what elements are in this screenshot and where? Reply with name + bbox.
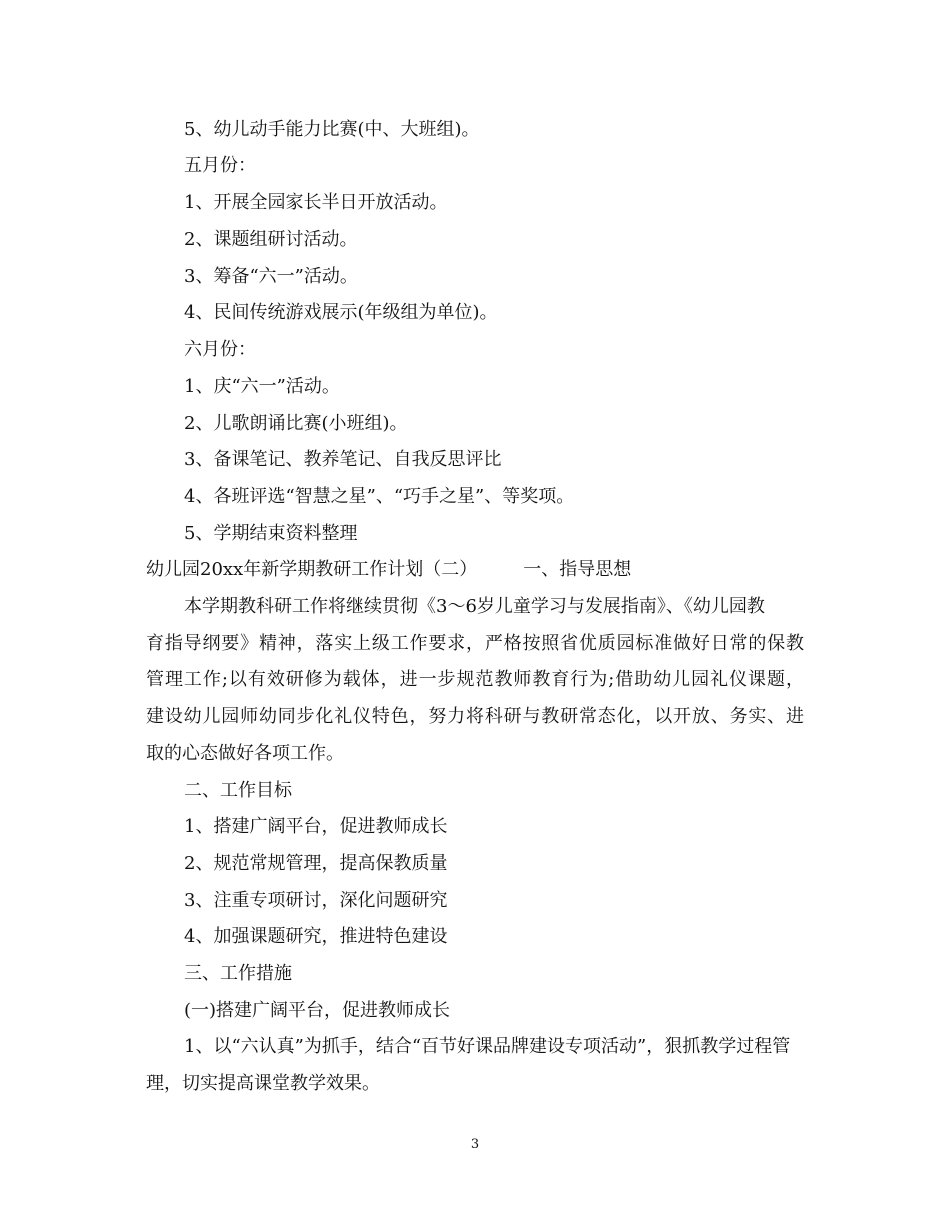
text-line: 4、加强课题研究，推进特色建设 bbox=[184, 926, 448, 947]
paragraph-line: 管理工作;以有效研修为载体，进一步规范教师教育行为;借助幼儿园礼仪课题， bbox=[146, 669, 804, 690]
section-heading: 二、工作目标 bbox=[184, 780, 292, 801]
text-line: 4、民间传统游戏展示(年级组为单位)。 bbox=[184, 302, 498, 323]
text-line: 六月份： bbox=[184, 339, 256, 360]
text-line: 1、搭建广阔平台，促进教师成长 bbox=[184, 816, 448, 837]
text-line: 3、注重专项研讨，深化问题研究 bbox=[184, 890, 448, 911]
text-line: 3、筹备“六一”活动。 bbox=[184, 266, 358, 287]
section-heading: 三、工作措施 bbox=[184, 963, 292, 984]
paragraph-line: 建设幼儿园师幼同步化礼仪特色，努力将科研与教研常态化，以开放、务实、进 bbox=[146, 706, 804, 727]
text-line: 5、幼儿动手能力比赛(中、大班组)。 bbox=[184, 119, 480, 140]
text-line: 4、各班评选“智慧之星”、“巧手之星”、等奖项。 bbox=[184, 486, 575, 507]
text-line: 2、儿歌朗诵比赛(小班组)。 bbox=[184, 413, 408, 434]
text-line: 五月份： bbox=[184, 155, 256, 176]
paragraph-line: 1、以“六认真”为抓手，结合“百节好课品牌建设专项活动”，狠抓教学过程管 bbox=[184, 1036, 791, 1057]
text-line: 1、开展全园家长半日开放活动。 bbox=[184, 192, 448, 213]
text-line: 5、学期结束资料整理 bbox=[184, 523, 358, 544]
paragraph-line: 本学期教科研工作将继续贯彻《3～6岁儿童学习与发展指南》、《幼儿园教 bbox=[184, 596, 765, 617]
paragraph-line: 育指导纲要》精神，落实上级工作要求，严格按照省优质园标准做好日常的保教 bbox=[146, 633, 804, 654]
text-line: (一)搭建广阔平台，促进教师成长 bbox=[184, 1000, 451, 1021]
text-line: 1、庆“六一”活动。 bbox=[184, 376, 340, 397]
document-title: 幼儿园20xx年新学期教研工作计划（二） bbox=[146, 559, 478, 580]
page-number: 3 bbox=[470, 1137, 480, 1152]
paragraph-line: 取的心态做好各项工作。 bbox=[146, 743, 344, 764]
text-line: 3、备课笔记、教养笔记、自我反思评比 bbox=[184, 449, 502, 470]
paragraph-line: 理，切实提高课堂教学效果。 bbox=[146, 1073, 380, 1094]
text-line: 2、课题组研讨活动。 bbox=[184, 229, 358, 250]
text-line: 2、规范常规管理，提高保教质量 bbox=[184, 853, 448, 874]
document-title-row bbox=[146, 557, 646, 583]
section-heading: 一、指导思想 bbox=[523, 559, 632, 580]
